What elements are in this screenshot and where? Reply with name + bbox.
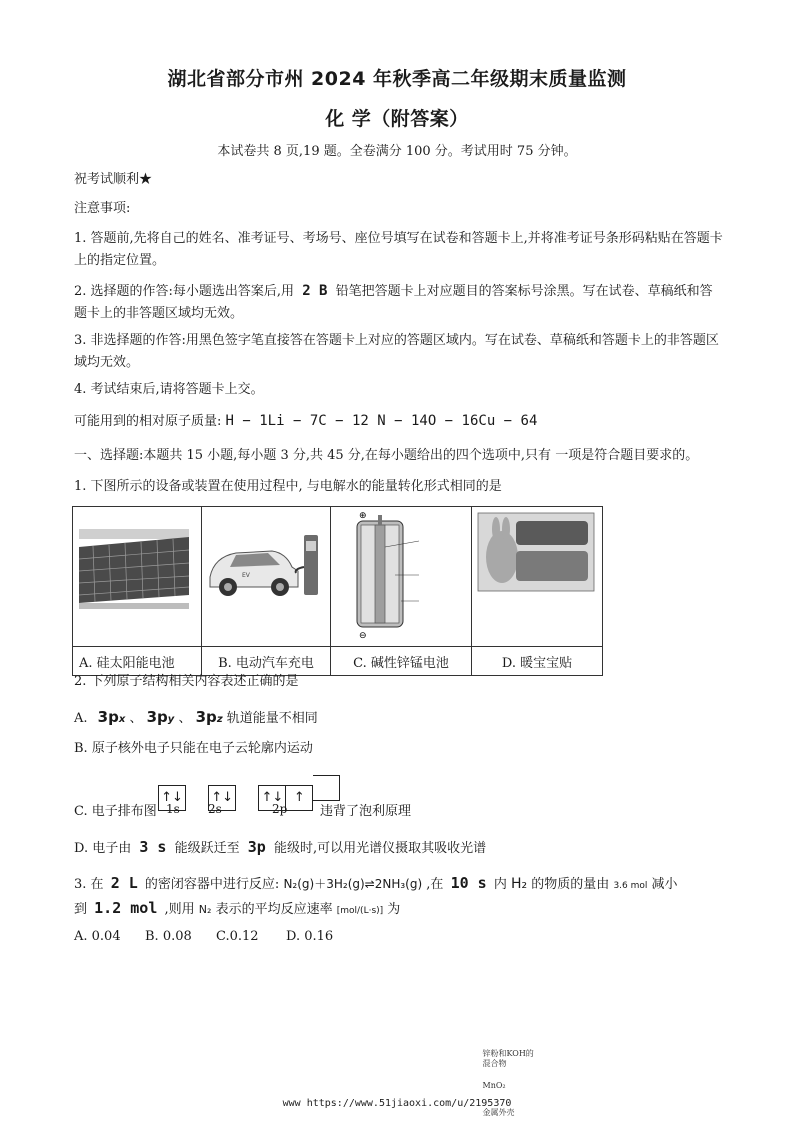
section-1-heading: 一、选择题:本题共 15 小题,每小题 3 分,共 45 分,在每小题给出的四个选项中,只有 一项是符合题目要求的。 bbox=[74, 448, 699, 463]
q3-choice-c: C.0.12 bbox=[216, 929, 259, 944]
q3-from-amount: 3.6 mol bbox=[613, 881, 648, 891]
q2-option-d bbox=[74, 838, 486, 858]
orbital-3px-sub: x bbox=[118, 714, 126, 725]
q2-option-d-text-a: D. 电子由 bbox=[74, 841, 132, 856]
q1-option-c: C. 碱性锌锰电池 bbox=[331, 647, 472, 676]
q3-text-b: 的密闭容器中进行反应: bbox=[144, 877, 280, 892]
q3-text-e: 的物质的量由 bbox=[531, 877, 610, 892]
battery-plus-icon: ⊕ bbox=[359, 511, 367, 521]
wish-text: 祝考试顺利★ bbox=[74, 172, 153, 187]
q3-choice-b: B. 0.08 bbox=[145, 929, 192, 944]
q2-stem: 2. 下列原子结构相关内容表述正确的是 bbox=[74, 674, 299, 689]
orbital-box-2p-1: ↑↓ bbox=[258, 785, 286, 811]
hand-warmer-image bbox=[472, 507, 602, 642]
orbital-3py-sub: y bbox=[167, 714, 175, 725]
q1-option-d: D. 暖宝宝贴 bbox=[472, 647, 603, 676]
battery-label-mno2: MnO₂ bbox=[482, 1080, 506, 1090]
q2-option-c-tail: 违背了泡利原理 bbox=[320, 804, 412, 819]
q2-option-a-tail: 轨道能量不相同 bbox=[226, 711, 318, 726]
warmer-family-text: 家族 bbox=[562, 1064, 587, 1079]
atomic-mass-label: 可能用到的相对原子质量: bbox=[74, 414, 222, 429]
q3-text-j: 为 bbox=[387, 902, 401, 917]
q2-option-a-label: A. bbox=[74, 711, 88, 726]
q2-option-d-text-c: 能级时,可以用光谱仪摄取其吸收光谱 bbox=[273, 841, 487, 856]
q3-text-h: ,则用 bbox=[164, 902, 195, 917]
note-1: 1. 答题前,先将自己的姓名、准考证号、考场号、座位号填写在试卷和答题卡上,并将准考证号条形码粘贴在答题卡上的指定位置。 bbox=[74, 231, 723, 268]
footer-watermark-url[interactable]: www https://www.51jiaoxi.com/u/2195370 bbox=[282, 1098, 512, 1109]
orbital-label-2p: 2p bbox=[272, 802, 288, 816]
orbital-3px-main: 3p bbox=[97, 708, 119, 726]
q1-stem: 1. 下图所示的设备或装置在使用过程中, 与电解水的能量转化形式相同的是 bbox=[74, 479, 502, 494]
q3-h2: H₂ bbox=[511, 876, 528, 892]
q3-text-i: 表示的平均反应速率 bbox=[215, 902, 333, 917]
alkaline-battery-diagram bbox=[331, 507, 471, 642]
battery-minus-icon: ⊖ bbox=[359, 631, 367, 641]
note-2-text-a: 2. 选择题的作答:每小题选出答案后,用 bbox=[74, 284, 295, 299]
orbital-sep-1: 、 bbox=[129, 711, 143, 726]
q3-to-amount: 1.2 mol bbox=[94, 899, 158, 917]
notes-heading: 注意事项: bbox=[74, 201, 131, 216]
warmer-tie-text: 贴 bbox=[602, 1064, 615, 1079]
q3-text-c: ,在 bbox=[426, 877, 444, 892]
q3-volume: 2 L bbox=[110, 874, 138, 892]
orbital-box-2p-3 bbox=[313, 775, 340, 801]
solar-panel-cell bbox=[73, 507, 202, 647]
page-title: 湖北省部分市州 2024 年秋季高二年级期末质量监测 bbox=[167, 68, 627, 90]
svg-text:EV: EV bbox=[242, 572, 250, 579]
q3-text-d: 内 bbox=[493, 877, 507, 892]
q3-choice-d: D. 0.16 bbox=[286, 929, 334, 944]
orbital-label-1s: 1s bbox=[166, 802, 180, 816]
q3-time: 10 s bbox=[450, 874, 487, 892]
note-4: 4. 考试结束后,请将答题卡上交。 bbox=[74, 382, 264, 397]
note-2-text-b: 铅笔把答题卡上对应题目的答案标号涂黑。写在试卷、草稿纸和答题卡上的非答题区域均无效。 bbox=[74, 284, 713, 321]
q3-reaction: N₂(g)＋3H₂(g)⇌2NH₃(g) bbox=[283, 877, 423, 891]
q2-option-c-label: C. 电子排布图 bbox=[74, 804, 157, 819]
q1-option-b: B. 电动汽车充电 bbox=[202, 647, 331, 676]
q3-text-a: 3. 在 bbox=[74, 877, 104, 892]
warmer-brand-text: 暖宝宝贴 bbox=[569, 1033, 618, 1048]
q3-text-g: 到 bbox=[74, 902, 88, 917]
orbital-box-2s: ↑↓ bbox=[208, 785, 236, 811]
page-subtitle: 化 学（附答案） bbox=[325, 108, 469, 130]
orbital-3px bbox=[98, 708, 126, 726]
exam-info: 本试卷共 8 页,19 题。全卷满分 100 分。考试用时 75 分钟。 bbox=[217, 144, 577, 159]
orbital-3pz-sub: z bbox=[216, 714, 223, 725]
orbital-diagram bbox=[158, 775, 340, 811]
orbital-label-2s: 2s bbox=[208, 802, 222, 816]
orbital-3py-main: 3p bbox=[146, 708, 168, 726]
orbital-3py bbox=[147, 708, 175, 726]
orbital-sep-2: 、 bbox=[178, 711, 192, 726]
q3-choice-a: A. 0.04 bbox=[74, 929, 121, 944]
q3-line-2 bbox=[74, 899, 400, 920]
ev-charging-image bbox=[202, 507, 330, 642]
level-3s: 3 s bbox=[139, 838, 167, 856]
q3-line-1 bbox=[74, 874, 678, 895]
ev-charging-cell bbox=[202, 507, 331, 647]
atomic-mass-values: H − 1Li − 7C − 12 N − 14O − 16Cu − 64 bbox=[225, 413, 538, 429]
q2-option-b: B. 原子核外电子只能在电子云轮廓内运动 bbox=[74, 741, 313, 756]
q2-option-a bbox=[74, 708, 318, 729]
battery-label-zinc: 锌粉和KOH的混合物 bbox=[482, 1048, 534, 1068]
q3-n2: N₂ bbox=[198, 903, 212, 916]
q3-unit: [mol/(L·s)] bbox=[336, 906, 384, 916]
q3-text-f: 减小 bbox=[651, 877, 678, 892]
orbital-box-1s: ↑↓ bbox=[158, 785, 186, 811]
solar-panel-image bbox=[73, 507, 201, 642]
q1-option-a: A. 硅太阳能电池 bbox=[73, 647, 202, 676]
orbital-3pz bbox=[196, 708, 223, 726]
orbital-3pz-main: 3p bbox=[195, 708, 217, 726]
atomic-mass bbox=[74, 412, 537, 431]
q2-option-d-text-b: 能级跃迁至 bbox=[174, 841, 240, 856]
battery-label-shell: 金属外壳 bbox=[482, 1107, 515, 1117]
level-3p: 3p bbox=[247, 838, 266, 856]
note-3: 3. 非选择题的作答:用黑色签字笔直接答在答题卡上对应的答题区域内。写在试卷、草稿纸和答题卡上的非答题区域均无效。 bbox=[74, 333, 719, 370]
orbital-box-2p-2: ↑ bbox=[286, 785, 313, 811]
note-2 bbox=[74, 280, 724, 325]
note-2-pencil: 2 B bbox=[302, 283, 328, 299]
